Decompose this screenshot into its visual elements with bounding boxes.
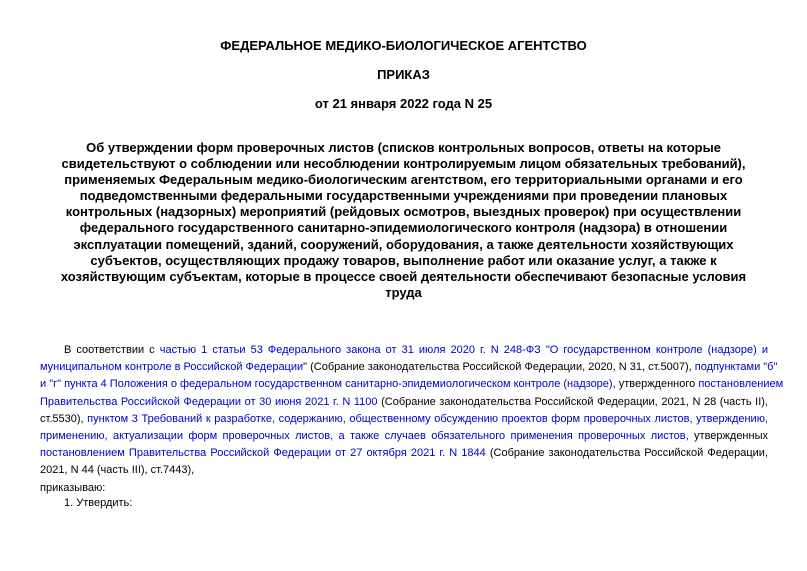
paragraph-line [40, 445, 768, 462]
resolution-1100-link-cont[interactable]: Правительства Российской Федерации от 30 июня 2021 г. N 1100 [40, 395, 378, 408]
resolution-1100-link[interactable]: постановлением [698, 378, 784, 391]
title-line: федерального государственного санитарно-эпидемиологического контроля (надзора) в отношении [79, 220, 728, 236]
body-text: , утвержденных [685, 430, 768, 443]
body-text: (Собрание законодательства Российской Федерации, 2021, N 28 (часть II), [377, 395, 768, 408]
subparagraphs-link[interactable]: подпунктами "б" [694, 361, 778, 374]
document-type: ПРИКАЗ [377, 67, 430, 82]
document-title [50, 140, 757, 301]
order-word: приказываю: [40, 482, 106, 494]
paragraph-line [40, 394, 768, 411]
body-text: ст.5530), [40, 412, 88, 425]
paragraph-line [40, 428, 768, 445]
paragraph-line: 2021, N 44 (часть III), ст.7443), [40, 464, 195, 477]
requirements-point-3-link[interactable]: пунктом 3 Требований к разработке, содержанию, общественному обсуждению проектов форм проверочных листов, утверждению, [87, 412, 769, 425]
agency-name: ФЕДЕРАЛЬНОЕ МЕДИКО-БИОЛОГИЧЕСКОЕ АГЕНТСТВО [220, 38, 587, 53]
title-line: субъектов, осуществляющих продажу товаров, выполнение работ или оказание услуг, а также к [90, 252, 717, 268]
law-248-fz-link[interactable]: частью 1 статьи 53 Федерального закона от 31 июля 2020 г. N 248-ФЗ "О государственном контроле (надзоре) и [159, 344, 769, 356]
paragraph-line [40, 342, 768, 359]
body-text: , утвержденного [612, 378, 699, 391]
item-1-approve: 1. Утвердить: [64, 497, 133, 509]
document-date-number: от 21 января 2022 года N 25 [314, 96, 493, 111]
requirements-point-3-link-cont[interactable]: применению, актуализации форм проверочных листов, а также случаев обязательного применения проверочных листов [40, 430, 686, 443]
body-text: В соответствии с [64, 344, 160, 356]
title-line: подведомственными федеральными государственными учреждениями при проведении плановых [79, 188, 728, 204]
title-line: хозяйствующим субъектам, которые в процессе своей деятельности обеспечивают безопасные условия [60, 268, 747, 284]
law-248-fz-link-cont[interactable]: муниципальном контроле в Российской Федерации [40, 361, 304, 374]
title-line: труда [385, 284, 422, 300]
paragraph-line [40, 359, 778, 376]
body-text: (Собрание законодательства Российской Федерации, [485, 447, 769, 460]
title-line: контрольных (надзорных) мероприятий (рейдовых осмотров, выездных проверок) при осуществлении [65, 204, 742, 220]
preamble-paragraph [40, 342, 784, 480]
title-line: Об утверждении форм проверочных листов (списков контрольных вопросов, ответы на которые [86, 140, 721, 155]
title-line: свидетельствуют о соблюдении или несоблюдении контролируемым лицом обязательных требований), [61, 156, 746, 172]
title-line: применяемых Федеральным медико-биологическим агентством, его территориальными органами и его [64, 172, 743, 188]
subparagraphs-link-cont[interactable]: и "г" пункта 4 Положения о федеральном государственном санитарно-эпидемиологическом контроле (надзоре) [40, 378, 613, 391]
title-line: эксплуатации помещений, зданий, сооружений, оборудования, а также деятельности хозяйствующих [73, 236, 734, 252]
paragraph-line [40, 411, 768, 428]
paragraph-line [40, 376, 784, 393]
resolution-1844-link[interactable]: постановлением Правительства Российской Федерации от 27 октября 2021 г. N 1844 [40, 447, 486, 460]
body-text: " (Собрание законодательства Российской Федерации, 2020, N 31, ст.5007), [303, 361, 695, 374]
